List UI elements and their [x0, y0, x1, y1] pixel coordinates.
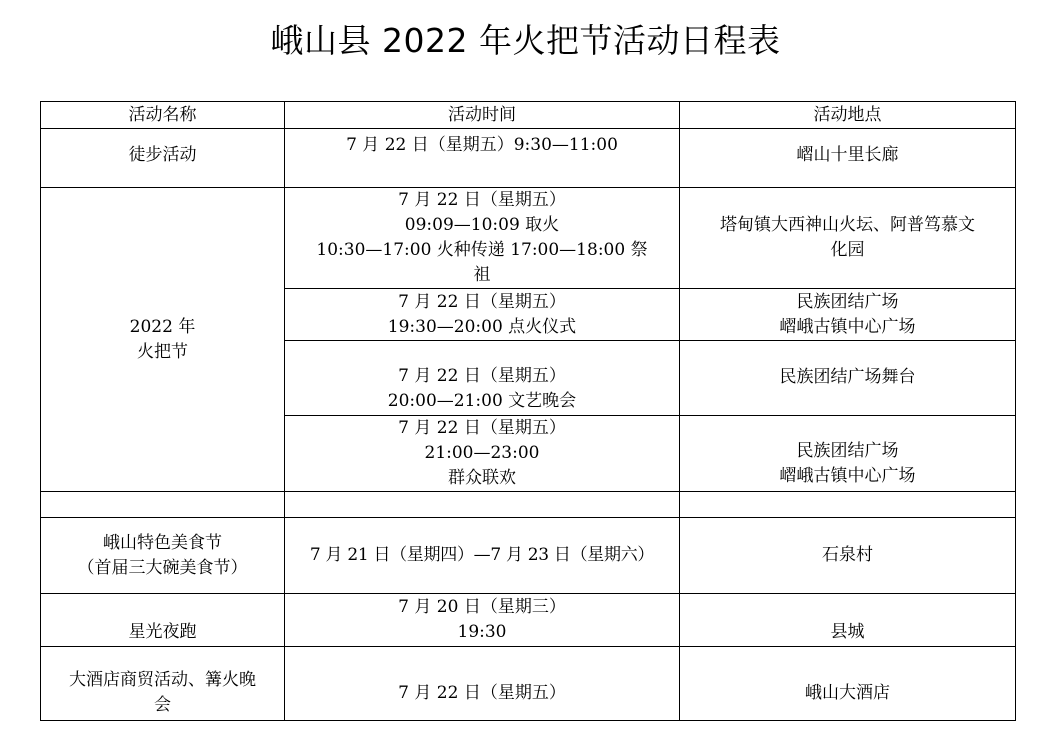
activity-time-cell — [285, 416, 680, 492]
activity-place-cell — [680, 129, 1016, 188]
activity-time-line: 祖 — [473, 265, 491, 285]
activity-place-line: 化园 — [830, 240, 865, 260]
activity-time-cell — [285, 289, 680, 341]
activity-place-line: 嶍山十里长廊 — [796, 145, 899, 165]
activity-name-line: 大酒店商贸活动、篝火晚 — [69, 670, 256, 690]
empty-cell — [680, 492, 1016, 518]
table-row — [41, 647, 1016, 721]
page-title: 峨山县 2022 年火把节活动日程表 — [270, 21, 781, 60]
header-activity-time: 活动时间 — [285, 102, 680, 129]
activity-place-cell — [680, 594, 1016, 647]
activity-name-cell — [41, 129, 285, 188]
activity-time-line: 群众联欢 — [448, 468, 516, 488]
activity-place-line: 峨山大酒店 — [805, 683, 890, 703]
activity-name-line: 火把节 — [137, 341, 188, 362]
header-activity-name: 活动名称 — [41, 102, 285, 129]
activity-time-cell — [285, 594, 680, 647]
activity-time-line: 19:30—20:00 点火仪式 — [387, 316, 577, 337]
activity-place-line: 嶍峨古镇中心广场 — [779, 316, 916, 337]
activity-name-cell — [41, 188, 285, 492]
activity-name-cell — [41, 518, 285, 594]
activity-name-line: 2022 年 — [129, 316, 196, 337]
header-activity-place: 活动地点 — [680, 102, 1016, 129]
activity-time-line: 21:00—23:00 — [424, 443, 540, 463]
activity-time-line: 7 月 20 日（星期三） — [398, 597, 566, 617]
activity-place-line: 民族团结广场舞台 — [779, 367, 916, 387]
activity-place-cell — [680, 341, 1016, 416]
table-row — [41, 129, 1016, 188]
activity-place-line: 县城 — [830, 622, 865, 642]
activity-time-line: 7 月 21 日（星期四）—7 月 23 日（星期六） — [309, 545, 655, 565]
activity-place-cell — [680, 647, 1016, 721]
activity-time-line: 7 月 22 日（星期五） — [398, 683, 566, 703]
empty-cell — [41, 492, 285, 518]
activity-name-line: 星光夜跑 — [128, 622, 197, 642]
activity-time-line: 10:30—17:00 火种传递 17:00—18:00 祭 — [316, 240, 648, 260]
empty-cell — [285, 492, 680, 518]
activity-time-line: 7 月 22 日（星期五） — [398, 291, 566, 312]
activity-place-cell — [680, 518, 1016, 594]
activity-time-cell — [285, 341, 680, 416]
activity-time-cell — [285, 188, 680, 289]
table-row — [41, 594, 1016, 647]
activity-name-cell — [41, 594, 285, 647]
activity-place-cell — [680, 289, 1016, 341]
activity-name-line: 会 — [154, 695, 171, 715]
activity-time-line: 7 月 22 日（星期五） — [398, 190, 566, 210]
activity-name-line: 峨山特色美食节 — [103, 532, 222, 553]
activity-time-line: 09:09—10:09 取火 — [404, 215, 560, 235]
activity-place-line: 塔甸镇大西神山火坛、阿普笃慕文 — [720, 215, 975, 235]
activity-time-line: 19:30 — [457, 622, 507, 642]
table-row — [41, 518, 1016, 594]
activity-time-cell — [285, 518, 680, 594]
activity-place-line: 民族团结广场 — [796, 291, 899, 312]
activity-place-cell — [680, 416, 1016, 492]
activity-place-line: 石泉村 — [822, 545, 873, 565]
activity-time-cell — [285, 647, 680, 721]
activity-place-line: 嶍峨古镇中心广场 — [779, 466, 916, 486]
table-header-row — [41, 102, 1016, 129]
activity-name-line: 徒步活动 — [128, 145, 197, 165]
empty-row — [41, 492, 1016, 518]
activity-time-line: 7 月 22 日（星期五） — [398, 366, 566, 386]
activity-time-line: 7 月 22 日（星期五） — [398, 418, 566, 438]
activity-place-cell — [680, 188, 1016, 289]
activity-time-cell — [285, 129, 680, 188]
activity-time-line: 20:00—21:00 文艺晚会 — [387, 391, 577, 411]
schedule-table — [40, 101, 1016, 721]
table-row — [41, 188, 1016, 289]
activity-name-cell — [41, 647, 285, 721]
activity-name-line: （首届三大碗美食节） — [77, 557, 248, 578]
activity-place-line: 民族团结广场 — [796, 441, 899, 461]
activity-time-line: 7 月 22 日（星期五）9:30—11:00 — [346, 135, 618, 155]
